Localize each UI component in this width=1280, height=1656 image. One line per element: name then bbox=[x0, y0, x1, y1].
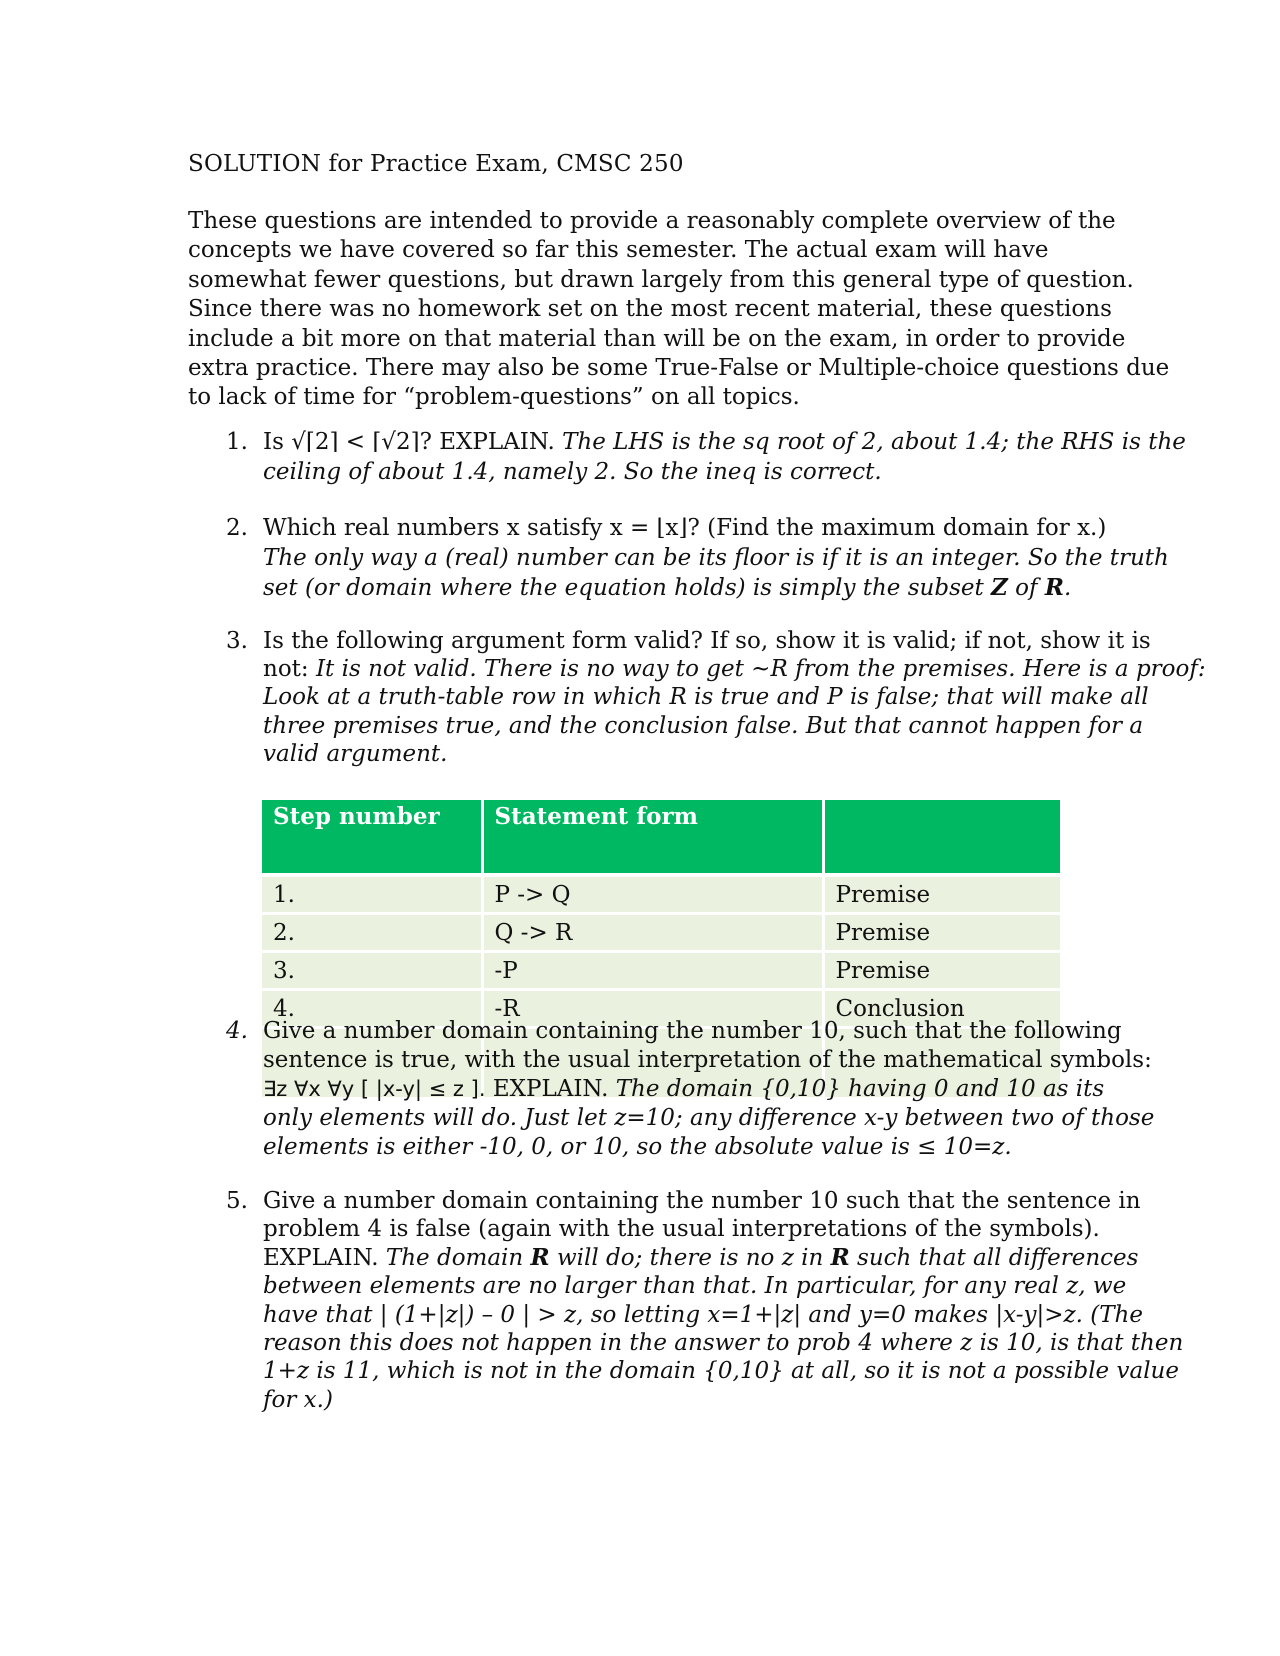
question-text: Give a number domain containing the number 10, such that the following bbox=[263, 1018, 1122, 1044]
question-text: problem 4 is false (again with the usual interpretations of the symbols). bbox=[263, 1216, 1100, 1243]
answer-text: The domain {0,10} having 0 and 10 as its bbox=[615, 1076, 1105, 1102]
answer-text: such that all differences bbox=[849, 1244, 1139, 1271]
answer-text: reason this does not happen in the answer to prob 4 where z is 10, is that then bbox=[263, 1330, 1184, 1357]
question-text: Is the following argument form valid? If so, show it is valid; if not, show it is bbox=[263, 628, 1151, 654]
intro-line: somewhat fewer questions, but drawn largely from this general type of question. bbox=[188, 266, 1134, 293]
answer-text: 1+z is 11, which is not in the domain {0,10} at all, so it is not a possible value bbox=[263, 1358, 1179, 1385]
step-cell: 3. bbox=[262, 952, 482, 990]
reals-symbol: R bbox=[830, 1243, 850, 1271]
form-cell: Q -> R bbox=[482, 914, 823, 952]
question-text: Give a number domain containing the number 10 such that the sentence in bbox=[263, 1188, 1141, 1214]
intro-line: These questions are intended to provide a reasonably complete overview of the bbox=[188, 208, 1116, 234]
question-4 bbox=[226, 1017, 1155, 1162]
intro-line: extra practice. There may also be some True-False or Multiple-choice questions due bbox=[188, 355, 1170, 382]
reals-symbol: R bbox=[1044, 574, 1064, 601]
reason-cell: Conclusion bbox=[823, 990, 1060, 1028]
table-header-row bbox=[262, 800, 1060, 875]
answer-text: The only way a (real) number can be its floor is if it is an integer. So the truth bbox=[263, 544, 1169, 571]
intro-paragraph bbox=[188, 207, 1170, 413]
explain-label: EXPLAIN. bbox=[263, 1244, 379, 1271]
answer-text: . bbox=[1063, 575, 1072, 601]
question-3 bbox=[226, 627, 1206, 768]
answer-text: only elements will do. Just let z=10; any difference x-y between two of those bbox=[263, 1105, 1155, 1131]
column-header: Step number bbox=[262, 800, 482, 875]
question-number: 1. bbox=[226, 429, 248, 455]
step-cell: 2. bbox=[262, 914, 482, 952]
step-cell: 1. bbox=[262, 875, 482, 914]
column-header bbox=[823, 800, 1060, 875]
question-5 bbox=[226, 1187, 1184, 1414]
answer-text: of bbox=[1007, 575, 1045, 601]
reals-symbol: R bbox=[530, 1243, 550, 1271]
answer-text: The LHS is the sq root of 2, about 1.4; the RHS is the bbox=[562, 429, 1186, 455]
answer-text: will do; there is no z in bbox=[549, 1244, 831, 1271]
table-row bbox=[262, 914, 1060, 952]
question-1 bbox=[226, 428, 1186, 487]
question-number: 2. bbox=[226, 515, 248, 541]
integers-symbol: Z bbox=[991, 574, 1008, 601]
answer-text: three premises true, and the conclusion false. But that cannot happen for a bbox=[263, 712, 1144, 739]
intro-line: include a bit more on that material than will be on the exam, in order to provide bbox=[188, 325, 1126, 352]
form-cell: -R bbox=[482, 990, 823, 1028]
answer-text: The domain bbox=[385, 1244, 531, 1271]
answer-text: set (or domain where the equation holds) is simply the subset bbox=[263, 575, 992, 601]
question-number: 3. bbox=[226, 628, 248, 654]
intro-line: concepts we have covered so far this semester. The actual exam will have bbox=[188, 237, 1049, 264]
answer-text: ceiling of about 1.4, namely 2. So the ineq is correct. bbox=[263, 458, 882, 485]
answer-text: between elements are no larger than that. In particular, for any real z, we bbox=[263, 1273, 1127, 1300]
answer-text: elements is either -10, 0, or 10, so the absolute value is ≤ 10=z. bbox=[263, 1134, 1012, 1160]
explain-label: EXPLAIN. bbox=[492, 1076, 609, 1102]
answer-text: have that | (1+|z|) – 0 | > z, so letting x=1+|z| and y=0 makes |x-y|>z. (The bbox=[263, 1301, 1143, 1328]
reason-cell: Premise bbox=[823, 914, 1060, 952]
reason-cell: Premise bbox=[823, 875, 1060, 914]
answer-text: valid argument. bbox=[263, 740, 448, 767]
question-text: not: bbox=[263, 656, 309, 683]
question-number: 5. bbox=[226, 1188, 248, 1214]
page-title: SOLUTION for Practice Exam, CMSC 250 bbox=[188, 151, 684, 177]
answer-text: for x.) bbox=[263, 1386, 333, 1413]
question-2 bbox=[226, 514, 1169, 604]
question-text: sentence is true, with the usual interpretation of the mathematical symbols: bbox=[263, 1047, 1152, 1073]
form-cell: -P bbox=[482, 952, 823, 990]
answer-text: Look at a truth-table row in which R is true and P is false; that will make all bbox=[263, 684, 1149, 711]
column-header: Statement form bbox=[482, 800, 823, 875]
quantified-formula: ∃z ∀x ∀y [ |x-y| ≤ z ]. bbox=[263, 1077, 486, 1101]
intro-line: Since there was no homework set on the most recent material, these questions bbox=[188, 296, 1112, 323]
reason-cell: Premise bbox=[823, 952, 1060, 990]
question-text: Is √⌈2⌉ < ⌈√2⌉? EXPLAIN. bbox=[263, 429, 555, 455]
form-cell: P -> Q bbox=[482, 875, 823, 914]
table-row bbox=[262, 952, 1060, 990]
step-cell: 4. bbox=[262, 990, 482, 1028]
answer-text: It is not valid. There is no way to get ~R from the premises. Here is a proof: bbox=[315, 656, 1206, 683]
question-text: Which real numbers x satisfy x = ⌊x⌋? (Find the maximum domain for x.) bbox=[263, 515, 1107, 541]
question-number: 4. bbox=[226, 1018, 248, 1044]
table-row bbox=[262, 875, 1060, 914]
intro-line: to lack of time for “problem-questions” on all topics. bbox=[188, 384, 800, 411]
